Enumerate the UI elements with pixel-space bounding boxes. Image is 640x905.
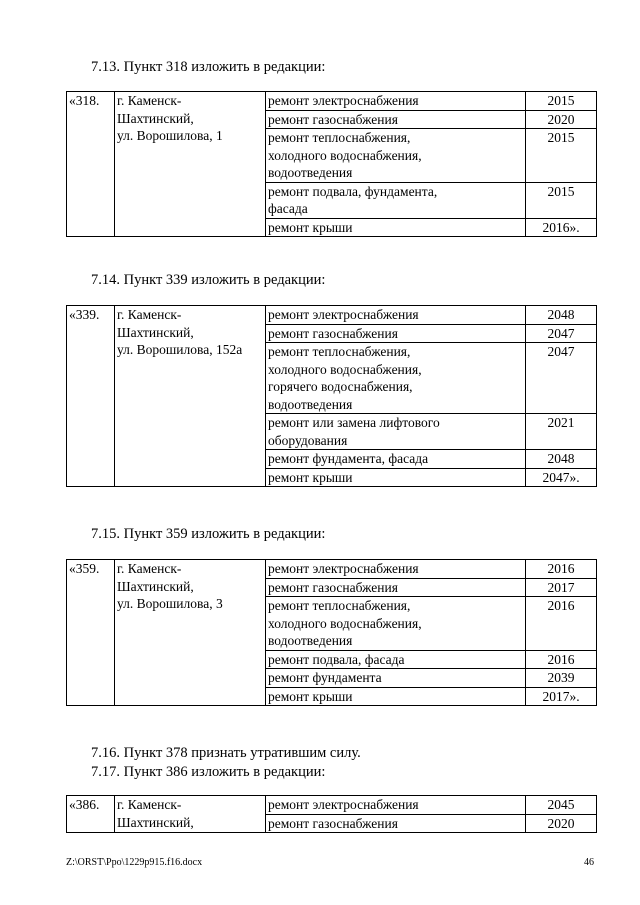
text-line: г. Каменск- [117, 307, 182, 322]
building-address [115, 796, 266, 833]
table-row [67, 92, 597, 111]
text-line: Шахтинский, [117, 578, 194, 594]
amendment-table-386 [66, 795, 597, 833]
text-line: ремонт теплоснабжения, [268, 344, 411, 359]
planned-year: 2016». [526, 218, 597, 237]
work-type [266, 560, 526, 579]
text-line: ремонт газоснабжения [268, 111, 398, 127]
planned-year: 2015 [526, 129, 597, 183]
building-address [115, 560, 266, 706]
work-type [266, 450, 526, 469]
table-row [67, 560, 597, 579]
text-line: ремонт электроснабжения [268, 307, 419, 322]
item-number: «359. [67, 560, 115, 706]
planned-year: 2045 [526, 796, 597, 815]
planned-year: 2020 [526, 110, 597, 129]
text-line: ремонт подвала, фундамента, [268, 183, 438, 199]
planned-year: 2020 [526, 814, 597, 833]
work-type [266, 129, 526, 183]
amendment-table-359 [66, 559, 597, 706]
planned-year: 2039 [526, 669, 597, 688]
table-row [67, 306, 597, 325]
building-address [115, 306, 266, 487]
text-line: фасада [268, 201, 308, 216]
text-line: водоотведения [268, 396, 353, 412]
section-heading-7-14: 7.14. Пункт 339 изложить в редакции: [91, 272, 326, 288]
work-type [266, 650, 526, 669]
item-number: «318. [67, 92, 115, 237]
work-type [266, 468, 526, 487]
text-line: ремонт фундамента [268, 670, 382, 685]
text-line: ремонт газоснабжения [268, 325, 398, 341]
section-heading-7-17: 7.17. Пункт 386 изложить в редакции: [91, 764, 326, 780]
planned-year: 2016 [526, 597, 597, 651]
footer-page-number: 46 [584, 857, 594, 868]
planned-year: 2047 [526, 343, 597, 414]
work-type [266, 669, 526, 688]
planned-year: 2048 [526, 306, 597, 325]
text-line: ремонт электроснабжения [268, 561, 419, 576]
planned-year: 2016 [526, 560, 597, 579]
planned-year: 2015 [526, 182, 597, 218]
text-line: Шахтинский, [117, 814, 194, 830]
text-line: ремонт газоснабжения [268, 815, 398, 831]
table-row [67, 796, 597, 815]
text-line: ремонт подвала, фасада [268, 651, 405, 667]
text-line: ул. Ворошилова, 3 [117, 596, 223, 611]
planned-year: 2048 [526, 450, 597, 469]
text-line: водоотведения [268, 633, 353, 648]
footer-file-path: Z:\ORST\Ppo\1229p915.f16.docx [66, 857, 203, 868]
planned-year: 2017». [526, 687, 597, 706]
work-type [266, 218, 526, 237]
text-line: горячего водоснабжения, [268, 379, 413, 394]
planned-year: 2017 [526, 578, 597, 597]
work-type [266, 306, 526, 325]
section-heading-7-16: 7.16. Пункт 378 признать утратившим силу. [91, 745, 361, 761]
amendment-table-318 [66, 91, 597, 237]
planned-year: 2021 [526, 414, 597, 450]
text-line: водоотведения [268, 165, 353, 180]
building-address [115, 92, 266, 237]
amendment-table-339 [66, 305, 597, 487]
work-type [266, 687, 526, 706]
work-type [266, 182, 526, 218]
text-line: ремонт фундамента, фасада [268, 451, 429, 466]
text-line: ул. Ворошилова, 152а [117, 342, 243, 357]
item-number: «339. [67, 306, 115, 487]
planned-year: 2015 [526, 92, 597, 111]
work-type [266, 597, 526, 651]
text-line: холодного водоснабжения, [268, 361, 422, 377]
section-heading-7-15: 7.15. Пункт 359 изложить в редакции: [91, 526, 326, 542]
text-line: ремонт электроснабжения [268, 797, 419, 812]
text-line: Шахтинский, [117, 324, 194, 340]
work-type [266, 92, 526, 111]
text-line: холодного водоснабжения, [268, 147, 422, 163]
text-line: Шахтинский, [117, 110, 194, 126]
work-type [266, 814, 526, 833]
text-line: ремонт крыши [268, 688, 353, 704]
planned-year: 2016 [526, 650, 597, 669]
work-type [266, 343, 526, 414]
work-type [266, 796, 526, 815]
section-heading-7-13: 7.13. Пункт 318 изложить в редакции: [91, 59, 326, 75]
work-type [266, 324, 526, 343]
text-line: холодного водоснабжения, [268, 615, 422, 631]
item-number: «386. [67, 796, 115, 833]
text-line: ремонт электроснабжения [268, 93, 419, 108]
text-line: ремонт крыши [268, 469, 353, 485]
work-type [266, 578, 526, 597]
text-line: ул. Ворошилова, 1 [117, 128, 223, 143]
planned-year: 2047 [526, 324, 597, 343]
work-type [266, 414, 526, 450]
work-type [266, 110, 526, 129]
text-line: г. Каменск- [117, 797, 182, 812]
text-line: ремонт теплоснабжения, [268, 130, 411, 145]
planned-year: 2047». [526, 468, 597, 487]
text-line: ремонт или замена лифтового [268, 415, 440, 430]
text-line: ремонт крыши [268, 219, 353, 235]
text-line: ремонт газоснабжения [268, 579, 398, 595]
text-line: оборудования [268, 432, 348, 448]
text-line: ремонт теплоснабжения, [268, 598, 411, 613]
text-line: г. Каменск- [117, 561, 182, 576]
text-line: г. Каменск- [117, 93, 182, 108]
